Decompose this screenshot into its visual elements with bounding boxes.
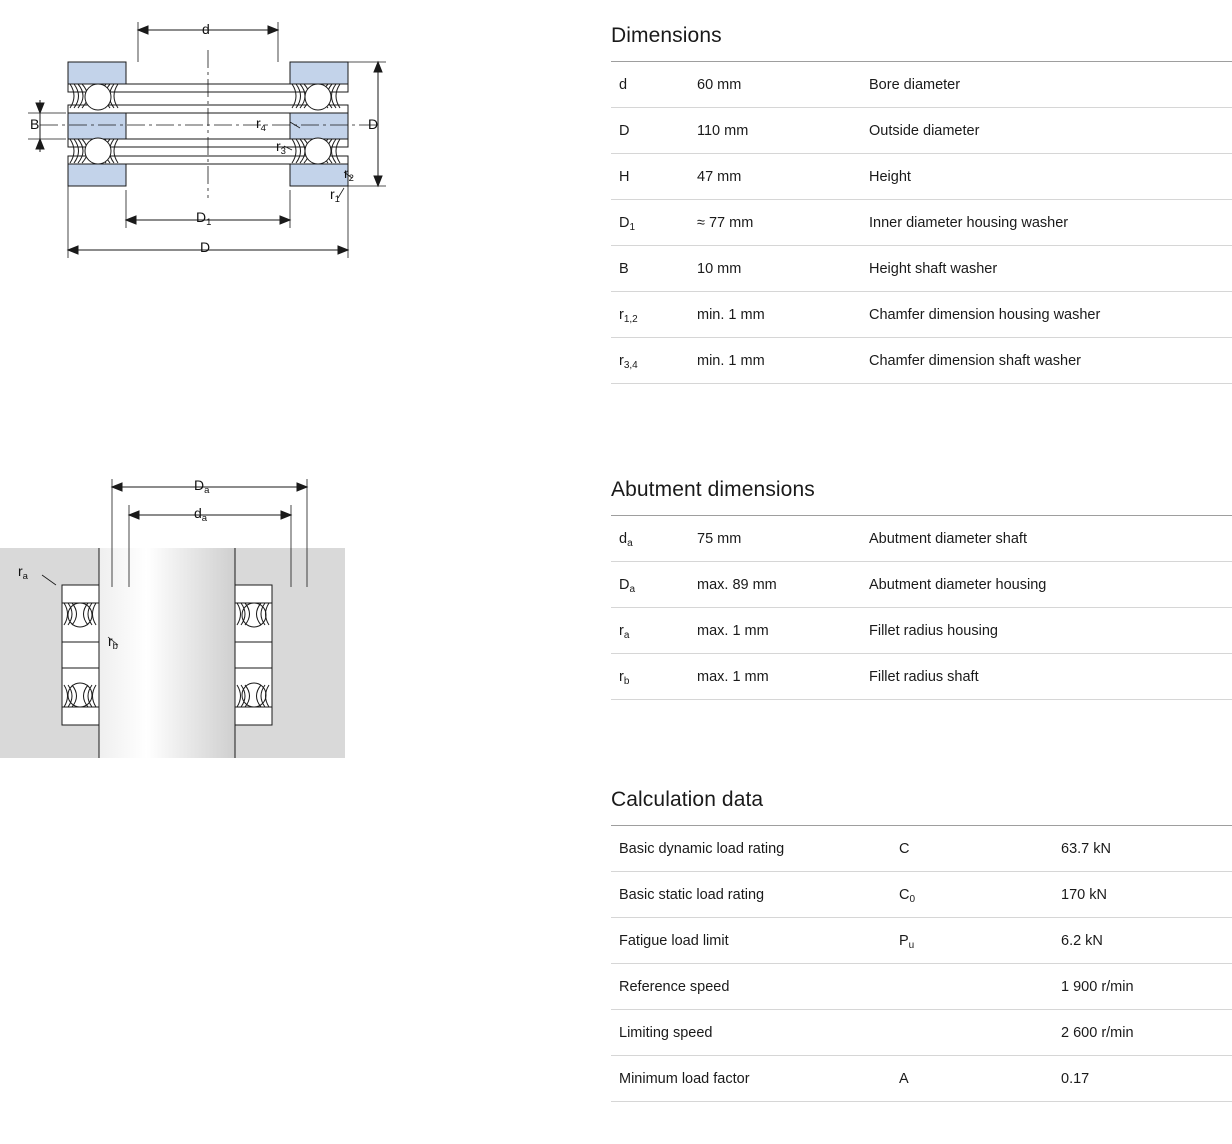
- label-H: D: [368, 116, 379, 132]
- row-symbol: H: [611, 154, 697, 200]
- label-r3: $r_3$: [276, 138, 286, 157]
- row-description: Bore diameter: [869, 62, 1232, 108]
- row-value: max. 1 mm: [697, 608, 869, 654]
- row-value: 0.17: [1061, 1056, 1232, 1102]
- row-symbol: [899, 964, 1061, 1010]
- table-row: [611, 154, 1232, 200]
- dimensions-table: [611, 61, 1232, 384]
- row-symbol: D: [611, 108, 697, 154]
- row-description: Minimum load factor: [611, 1056, 899, 1102]
- row-value: 47 mm: [697, 154, 869, 200]
- table-row: [611, 654, 1232, 700]
- table-row: [611, 872, 1232, 918]
- row-value: 2 600 r/min: [1061, 1010, 1232, 1056]
- row-value: 60 mm: [697, 62, 869, 108]
- row-symbol: $C_0$: [899, 872, 1061, 918]
- row-symbol: $r_{3,4}$: [611, 338, 697, 384]
- dimensions-section: [611, 0, 1232, 384]
- table-row: [611, 826, 1232, 872]
- table-row: [611, 608, 1232, 654]
- label-r1: $r_1$: [330, 186, 340, 205]
- row-description: Outside diameter: [869, 108, 1232, 154]
- table-row: [611, 1010, 1232, 1056]
- abutment-svg: [0, 455, 420, 775]
- label-ra: $r_a$: [18, 563, 28, 582]
- abutment-dimensions-section: [611, 394, 1232, 700]
- row-symbol: B: [611, 246, 697, 292]
- abutment-dimensions-table: [611, 515, 1232, 700]
- row-description: Basic dynamic load rating: [611, 826, 899, 872]
- row-description: Inner diameter housing washer: [869, 200, 1232, 246]
- row-description: Chamfer dimension housing washer: [869, 292, 1232, 338]
- row-value: min. 1 mm: [697, 292, 869, 338]
- row-value: 75 mm: [697, 516, 869, 562]
- table-row: [611, 62, 1232, 108]
- row-description: Height shaft washer: [869, 246, 1232, 292]
- row-symbol: $r_a$: [611, 608, 697, 654]
- row-symbol: $d_a$: [611, 516, 697, 562]
- label-B: B: [30, 116, 40, 132]
- table-row: [611, 108, 1232, 154]
- row-symbol: $r_b$: [611, 654, 697, 700]
- table-row: [611, 562, 1232, 608]
- table-row: [611, 246, 1232, 292]
- figures-column: [0, 0, 600, 1144]
- row-description: Abutment diameter housing: [869, 562, 1232, 608]
- row-symbol: $r_{1,2}$: [611, 292, 697, 338]
- label-d: d: [202, 21, 210, 37]
- abutment-dimensions-title: Abutment dimensions: [611, 478, 815, 501]
- row-description: Fillet radius shaft: [869, 654, 1232, 700]
- table-row: [611, 1056, 1232, 1102]
- row-description: Basic static load rating: [611, 872, 899, 918]
- calculation-data-section: [611, 710, 1232, 1102]
- row-symbol: $P_u$: [899, 918, 1061, 964]
- row-description: Chamfer dimension shaft washer: [869, 338, 1232, 384]
- label-D1: $D_1$: [196, 209, 212, 228]
- table-row: [611, 964, 1232, 1010]
- row-value: 110 mm: [697, 108, 869, 154]
- cross-section-svg: [0, 0, 420, 300]
- row-value: 1 900 r/min: [1061, 964, 1232, 1010]
- row-value: 170 kN: [1061, 872, 1232, 918]
- table-row: [611, 292, 1232, 338]
- label-r4: $r_4$: [256, 115, 266, 134]
- row-value: 63.7 kN: [1061, 826, 1232, 872]
- dimensions-title: Dimensions: [611, 24, 722, 47]
- row-value: 10 mm: [697, 246, 869, 292]
- label-r2: $r_2$: [344, 165, 354, 184]
- label-Da: $D_a$: [194, 477, 210, 496]
- abutment-dimensions-figure: [0, 455, 420, 775]
- row-description: Fillet radius housing: [869, 608, 1232, 654]
- row-description: Abutment diameter shaft: [869, 516, 1232, 562]
- row-symbol: [899, 1010, 1061, 1056]
- label-D: D: [200, 239, 211, 255]
- calculation-data-table: [611, 825, 1232, 1102]
- data-column: [611, 0, 1232, 1112]
- row-symbol: d: [611, 62, 697, 108]
- row-symbol: $D_a$: [611, 562, 697, 608]
- row-value: 6.2 kN: [1061, 918, 1232, 964]
- row-symbol: C: [899, 826, 1061, 872]
- label-rb: $r_b$: [108, 633, 118, 652]
- row-description: Fatigue load limit: [611, 918, 899, 964]
- row-value: ≈ 77 mm: [697, 200, 869, 246]
- row-symbol: A: [899, 1056, 1061, 1102]
- row-description: Reference speed: [611, 964, 899, 1010]
- calculation-data-title: Calculation data: [611, 788, 764, 811]
- thrust-ball-bearing-cross-section-figure: [0, 0, 420, 300]
- row-value: max. 89 mm: [697, 562, 869, 608]
- row-symbol: $D_1$: [611, 200, 697, 246]
- table-row: [611, 918, 1232, 964]
- row-description: Limiting speed: [611, 1010, 899, 1056]
- table-row: [611, 516, 1232, 562]
- row-value: min. 1 mm: [697, 338, 869, 384]
- label-da: $d_a$: [194, 505, 208, 524]
- row-description: Height: [869, 154, 1232, 200]
- row-value: max. 1 mm: [697, 654, 869, 700]
- table-row: [611, 338, 1232, 384]
- table-row: [611, 200, 1232, 246]
